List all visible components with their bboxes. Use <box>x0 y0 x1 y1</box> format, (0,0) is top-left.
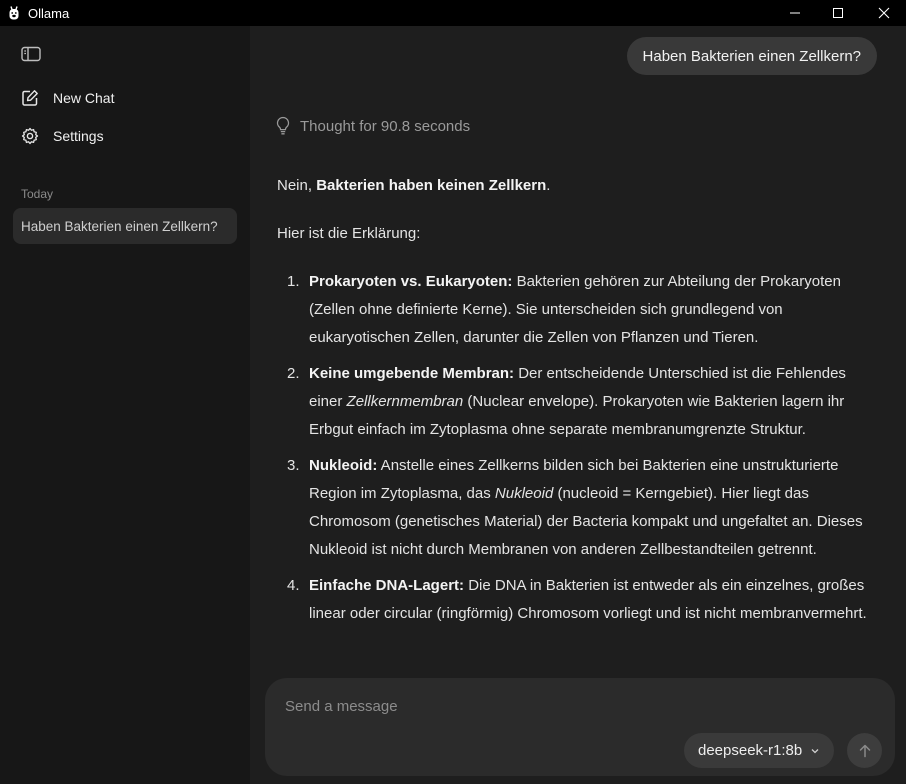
sidebar <box>0 26 250 784</box>
compose-icon <box>21 89 39 107</box>
answer-list <box>277 268 877 628</box>
section-label-today: Today <box>21 187 54 201</box>
list-item: 4. Einfache DNA-Lagert: Die DNA in Bakterien ist entweder als ein einzelnes, großes linear oder circular (ringförmig) Chromosom vorliegt und ist nicht membranvermehrt. <box>287 577 867 622</box>
thought-label: Thought for 90.8 seconds <box>300 117 471 135</box>
settings-button[interactable] <box>21 124 104 148</box>
title-bar <box>0 0 906 26</box>
assistant-answer <box>277 172 877 676</box>
ollama-llama-icon <box>8 6 20 20</box>
lightbulb-icon <box>276 116 290 136</box>
new-chat-button[interactable] <box>21 86 114 110</box>
arrow-up-icon <box>857 743 873 759</box>
maximize-icon <box>832 7 844 19</box>
send-button[interactable] <box>847 733 882 768</box>
answer-intro: Nein, Bakterien haben keinen Zellkern. <box>277 177 551 194</box>
user-message-bubble <box>627 37 877 75</box>
user-message-text: Haben Bakterien einen Zellkern? <box>642 47 861 65</box>
close-button[interactable] <box>861 0 906 26</box>
window-title: Ollama <box>28 5 70 21</box>
list-item: 3. Nukleoid: Anstelle eines Zellkerns bilden sich bei Bakterien eine unstrukturierte Region im Zytoplasma, das Nukleoid (nucleoid = Kerngebiet). Hier liegt das Chromosom (genetisches Material) der Bacteria kompakt und ungefaltet an. Dieses Nukleoid ist nicht durch Membranen von anderen Zellbestandteilen getrennt. <box>287 457 863 558</box>
thought-toggle[interactable] <box>276 116 470 136</box>
message-composer <box>265 678 895 776</box>
model-selector[interactable] <box>684 733 834 768</box>
chat-history-item[interactable] <box>13 208 237 244</box>
sidebar-toggle-icon[interactable] <box>21 46 41 62</box>
close-icon <box>878 7 890 19</box>
message-input[interactable] <box>285 694 845 718</box>
minimize-icon <box>789 7 801 19</box>
new-chat-label: New Chat <box>53 90 115 106</box>
chat-history-title: Haben Bakterien einen Zellkern? <box>21 218 218 234</box>
answer-lead: Hier ist die Erklärung: <box>277 225 421 242</box>
chevron-down-icon <box>810 746 820 756</box>
chat-main <box>250 26 906 784</box>
gear-icon <box>21 127 39 145</box>
list-item: 2. Keine umgebende Membran: Der entscheidende Unterschied ist die Fehlendes einer Zellkernmembran (Nuclear envelope). Prokaryoten wie Bakterien lagern ihr Erbgut einfach im Zytoplasma ohne separate membranumgrenzte Struktur. <box>287 365 846 438</box>
maximize-button[interactable] <box>815 0 861 26</box>
minimize-button[interactable] <box>772 0 818 26</box>
list-item: 1. Prokaryoten vs. Eukaryoten: Bakterien gehören zur Abteilung der Prokaryoten (Zellen ohne definierte Kerne). Sie unterscheiden sich grundlegend von eukaryotischen Zellen, darunter die Zellen von Pflanzen und Tieren. <box>287 273 841 346</box>
settings-label: Settings <box>53 128 104 144</box>
model-name: deepseek-r1:8b <box>698 742 803 759</box>
